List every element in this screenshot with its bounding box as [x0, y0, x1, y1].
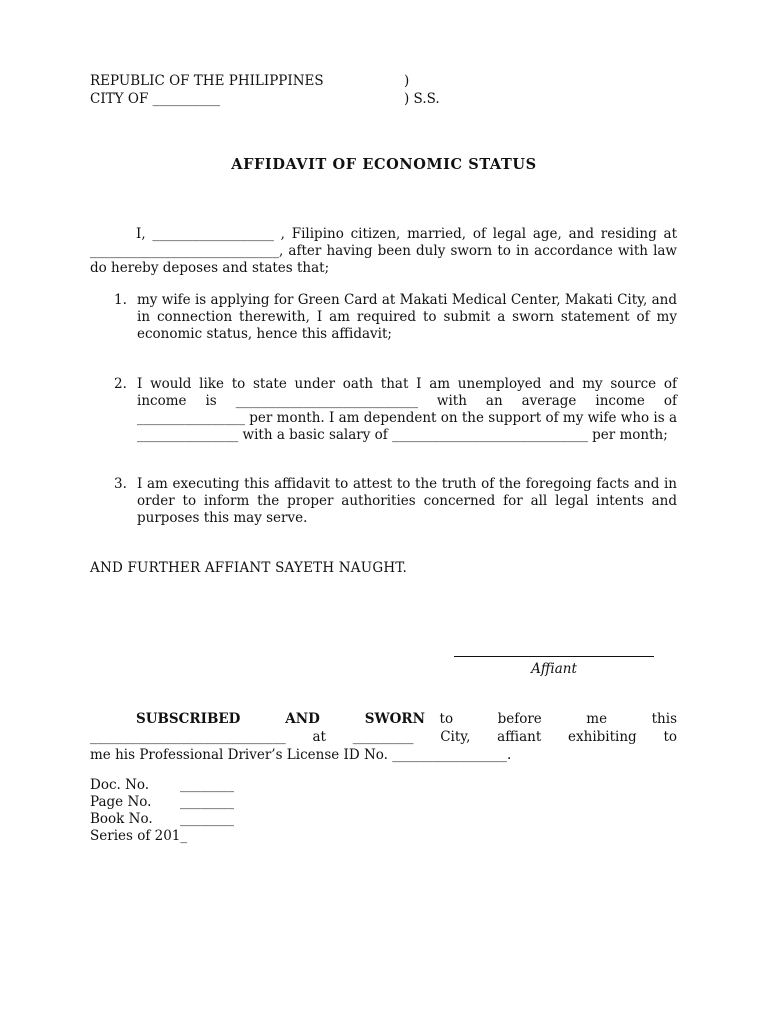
jurat-paragraph: [90, 710, 677, 764]
jurat-line-3-end: .: [507, 747, 512, 763]
closing-statement: AND FURTHER AFFIANT SAYETH NAUGHT.: [90, 560, 408, 576]
venue-line-1: [90, 72, 410, 90]
notarial-register: [90, 777, 234, 845]
list-item: [90, 476, 677, 527]
page-no-label: Page No.: [90, 794, 152, 810]
license-id-blank: _________________: [392, 747, 508, 763]
list-item: [90, 376, 677, 444]
jurat-bold-text: SUBSCRIBED AND SWORN: [136, 711, 425, 727]
series-label: Series of 201_: [90, 828, 188, 844]
list-item-text: I would like to state under oath that I am unemployed and my source of income is ___________________________ with an average income of ________________ per month. I am dependent on the support of my wife who is a _______________ with a basic salary of _____________________________ per month;: [137, 376, 678, 443]
jurat-line-2: _____________________________ at _________ City, affiant exhibiting to: [90, 729, 677, 745]
venue-line-2: [90, 90, 440, 108]
jurat-line-3: [90, 746, 677, 764]
doc-no-label: Doc. No.: [90, 777, 150, 793]
intro-paragraph: I, __________________ , Filipino citizen, married, of legal age, and residing at ____________________________, after having been duly sworn to in accordance with law do hereby deposes and states that;: [90, 226, 677, 276]
list-item-text: my wife is applying for Green Card at Makati Medical Center, Makati City, and in connection therewith, I am required to submit a sworn statement of my economic status, hence this affidavit;: [137, 292, 677, 342]
list-item-number: 3.: [114, 476, 127, 492]
doc-no-row: [90, 777, 234, 794]
list-item-number: 1.: [114, 292, 127, 308]
page-no-value: ________: [180, 794, 234, 810]
page-no-row: [90, 794, 234, 811]
book-no-row: [90, 811, 234, 828]
venue-country: REPUBLIC OF THE PHILIPPINES: [90, 73, 324, 89]
book-no-value: ________: [180, 811, 234, 827]
series-row: [90, 828, 187, 845]
venue-bracket: ): [404, 73, 410, 89]
venue-city: CITY OF __________: [90, 91, 221, 107]
doc-no-value: ________: [180, 777, 234, 793]
list-item: [90, 292, 677, 343]
affiant-signature-line: [454, 656, 654, 657]
jurat-line-3-text: me his Professional Driver’s License ID No.: [90, 747, 388, 763]
venue-block: [90, 72, 440, 108]
list-item-text: I am executing this affidavit to attest to the truth of the foregoing facts and in order to inform the proper authorities concerned for all legal intents and purposes this may serve.: [137, 476, 677, 526]
list-item-number: 2.: [114, 376, 127, 392]
affiant-label: Affiant: [531, 661, 577, 677]
venue-ss: ) S.S.: [404, 91, 440, 107]
jurat-line-1: [90, 710, 677, 728]
book-no-label: Book No.: [90, 811, 153, 827]
document-title: AFFIDAVIT OF ECONOMIC STATUS: [231, 156, 537, 173]
jurat-line-1-rest: to before me this: [439, 711, 677, 727]
